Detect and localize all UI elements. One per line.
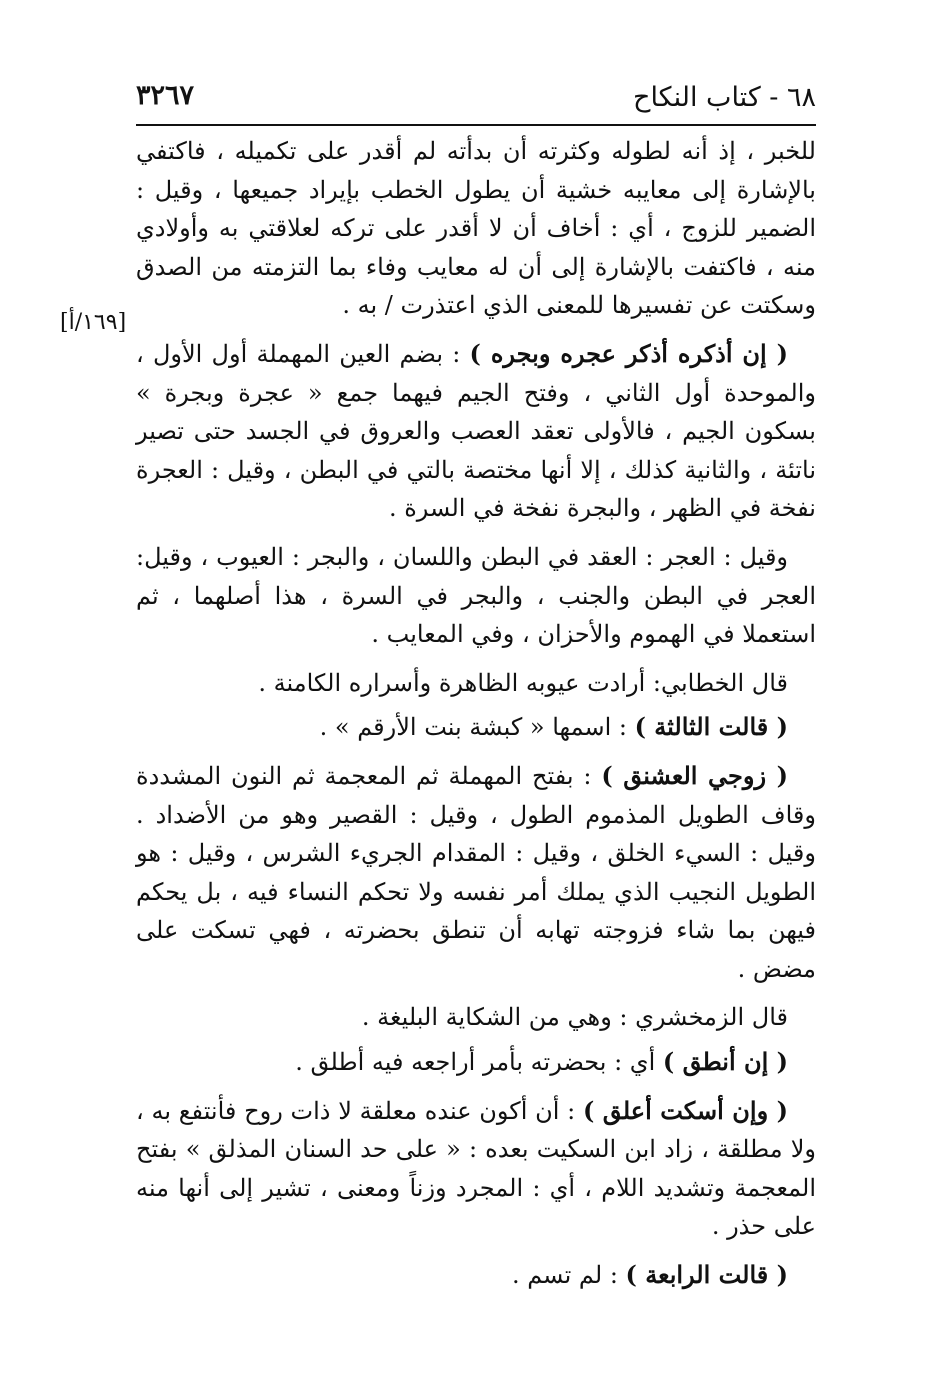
body-text <box>136 132 816 1295</box>
commentary-lemma: ( إن أذكره أذكر عجره وبجره ) <box>469 338 789 368</box>
commentary-lemma: ( وإن أسكت أعلق ) <box>582 1095 788 1125</box>
chapter-title: ٦٨ - كتاب النكاح <box>633 82 816 113</box>
commentary-lemma: ( قالت الرابعة ) <box>625 1260 788 1290</box>
paragraph-text: : لم تسم . <box>511 1261 626 1290</box>
paragraph-text: : اسمها « كبشة بنت الأرقم » . <box>319 713 635 742</box>
paragraph-text: قال الزمخشري : وهي من الشكاية البليغة . <box>361 1003 788 1032</box>
running-header <box>136 78 816 126</box>
commentary-lemma: ( إن أنطق ) <box>662 1047 788 1077</box>
paragraph <box>136 708 816 747</box>
paragraph <box>136 1043 816 1082</box>
paragraph <box>136 1092 816 1246</box>
paragraph <box>136 335 816 528</box>
page-number: ٣٢٦٧ <box>136 80 195 111</box>
paragraph <box>136 538 816 654</box>
paragraph <box>136 664 816 703</box>
paragraph-text: قال الخطابي: أرادت عيوبه الظاهرة وأسراره الكامنة . <box>258 668 788 697</box>
paragraph-text: للخبر ، إذ أنه لطوله وكثرته أن بدأته لم أقدر على تكميله ، فاكتفي بالإشارة إلى معايبه خشية أن يطول الخطب بإيراد جميعها ، وقيل : الضمير للزوج ، أي : أخاف أن لا أقدر على تركه لعلاقتي به وأولادي منه ، فاكتفت بالإشارة إلى أن له معايب وفاء بما التزمته من الصدق وسكتت عن تفسيرها للمعنى الذي اعتذرت / به . <box>136 137 816 320</box>
paragraph-text: : بفتح المهملة ثم المعجمة ثم النون المشددة وقاف الطويل المذموم الطول ، وقيل : القصير وهو من الأضداد . وقيل : السيء الخلق ، وقيل : المقدام الجريء الشرس ، وقيل : هو الطويل النجيب الذي يملك أمر نفسه ولا تحكم النساء فيه ، بل يحكم فيهن بما شاء فزوجته تهابه أن تنطق بحضرته ، فهي تسكت على مضض . <box>136 761 816 983</box>
paragraph <box>136 1256 816 1295</box>
paragraph-text: وقيل : العجر : العقد في البطن واللسان ، والبجر : العيوب ، وقيل: العجر في البطن والجنب ، والبجر في السرة ، هذا أصلهما ، ثم استعملا في الهموم والأحزان ، وفي المعايب . <box>136 542 816 649</box>
commentary-lemma: ( قالت الثالثة ) <box>634 712 788 742</box>
paragraph-text: : أن أكون عنده معلقة لا ذات روح فأنتفع به ، ولا مطلقة ، زاد ابن السكيت بعده : « على حد السنان المذلق » بفتح المعجمة وتشديد اللام ، أي : المجرد وزناً ومعنى ، تشير إلى أنها منه على حذر . <box>136 1096 816 1241</box>
paragraph <box>136 132 816 325</box>
paragraph <box>136 998 816 1037</box>
paragraph-text: أي : بحضرته بأمر أراجعه فيه أطلق . <box>295 1048 663 1077</box>
paragraph-text: : بضم العين المهملة أول الأول ، والموحدة أول الثاني ، وفتح الجيم فيهما جمع « عجرة وبجرة » بسكون الجيم ، فالأولى تعقد العصب والعروق في الجسد حتى تصير ناتئة ، والثانية كذلك ، إلا أنها مختصة بالتي في البطن ، وقيل : العجرة نفخة في الظهر ، والبجرة نفخة في السرة . <box>136 339 817 523</box>
book-page <box>60 78 817 1301</box>
manuscript-folio-mark: [١٦٩/أ] <box>60 310 127 335</box>
commentary-lemma: ( زوجي العشنق ) <box>601 760 788 790</box>
paragraph <box>136 757 816 989</box>
